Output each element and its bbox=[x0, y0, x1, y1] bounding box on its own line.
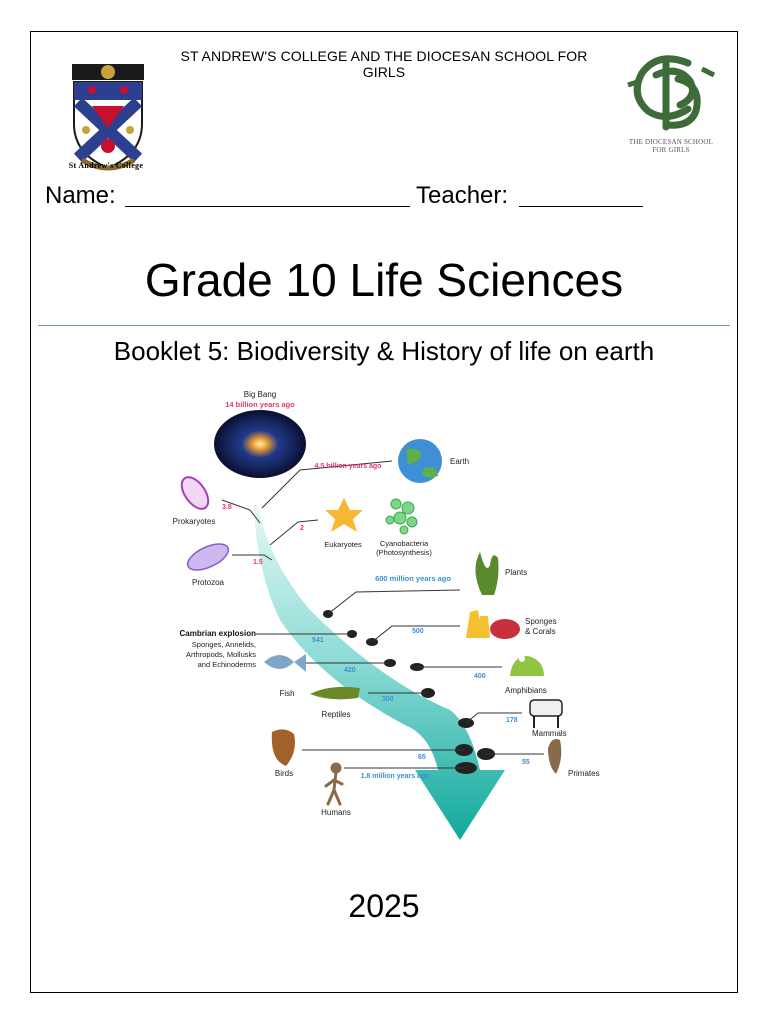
evolution-timeline-illustration bbox=[160, 380, 600, 845]
primates-time: 55 bbox=[522, 759, 530, 766]
protozoa-icon bbox=[184, 539, 232, 576]
fish-time: 420 bbox=[344, 667, 356, 674]
coral-icon bbox=[490, 619, 520, 639]
big-bang-label: Big Bang bbox=[243, 390, 277, 399]
diocesan-caption bbox=[612, 138, 730, 154]
cow-icon bbox=[530, 700, 562, 716]
prokaryotes-label: Prokaryotes bbox=[172, 517, 216, 526]
eukaryotes-label: Eukaryotes bbox=[324, 540, 362, 549]
cyanobacteria-icon bbox=[386, 499, 417, 534]
birds-label: Birds bbox=[274, 769, 294, 778]
prokaryote-icon bbox=[176, 473, 213, 514]
fish-icon bbox=[264, 654, 306, 672]
amphibians-label: Amphibians bbox=[505, 686, 547, 695]
primate-icon bbox=[548, 739, 561, 774]
human-icon bbox=[326, 764, 342, 804]
sponges-icon bbox=[466, 610, 490, 638]
name-teacher-row bbox=[45, 180, 725, 216]
cambrian-line2: Arthropods, Mollusks bbox=[185, 650, 256, 659]
title-divider bbox=[38, 325, 730, 326]
eukaryote-icon bbox=[325, 498, 363, 532]
page-subtitle: Booklet 5: Biodiversity & History of life on earth bbox=[113, 336, 655, 366]
page-title: Grade 10 Life Sciences bbox=[144, 254, 624, 306]
sponges-label-2: & Corals bbox=[525, 627, 556, 636]
humans-label: Humans bbox=[321, 808, 351, 817]
sponges-time: 500 bbox=[412, 628, 424, 635]
reptiles-time: 300 bbox=[382, 696, 394, 703]
birds-time: 65 bbox=[418, 754, 426, 761]
cambrian-line1: Sponges, Annelids, bbox=[191, 640, 256, 649]
reptiles-label: Reptiles bbox=[321, 710, 351, 719]
mammals-time: 178 bbox=[506, 717, 518, 724]
big-bang-icon bbox=[214, 410, 306, 478]
cyanobacteria-label-1: Cyanobacteria bbox=[379, 539, 429, 548]
crocodile-icon bbox=[310, 687, 360, 699]
cambrian-time: 541 bbox=[312, 637, 324, 644]
diocesan-caption-line2: FOR GIRLS bbox=[652, 146, 690, 154]
school-header-line1: ST ANDREW'S COLLEGE AND THE DIOCESAN SCHOOL FOR bbox=[180, 48, 588, 64]
mammals-label: Mammals bbox=[532, 729, 567, 738]
protozoa-label: Protozoa bbox=[191, 578, 225, 587]
fish-label: Fish bbox=[279, 689, 295, 698]
amphibians-time: 400 bbox=[474, 673, 486, 680]
cambrian-title: Cambrian explosion bbox=[179, 629, 256, 638]
plants-time: 600 million years ago bbox=[375, 574, 451, 583]
plants-icon bbox=[475, 552, 498, 595]
st-andrews-caption: St Andrew's College bbox=[68, 161, 144, 170]
earth-label: Earth bbox=[450, 457, 470, 466]
school-header bbox=[150, 48, 618, 80]
teacher-field[interactable] bbox=[519, 206, 643, 207]
cambrian-line3: and Echinoderms bbox=[197, 660, 256, 669]
booklet-year: 2025 bbox=[348, 888, 420, 924]
st-andrews-crest-logo bbox=[52, 62, 164, 177]
name-field[interactable] bbox=[125, 206, 410, 207]
prokaryotes-time: 3.8 bbox=[222, 504, 232, 511]
diocesan-school-logo bbox=[618, 45, 722, 145]
owl-icon bbox=[272, 729, 295, 766]
earth-time: 4.5 billion years ago bbox=[314, 463, 382, 470]
humans-time: 1.8 million years ago bbox=[360, 773, 430, 780]
eukaryotes-time: 2 bbox=[300, 525, 304, 532]
primates-label: Primates bbox=[568, 769, 600, 778]
teacher-label: Teacher: bbox=[416, 182, 509, 209]
plants-label: Plants bbox=[505, 568, 528, 577]
diocesan-caption-line1: THE DIOCESAN SCHOOL bbox=[628, 138, 714, 146]
big-bang-time: 14 billion years ago bbox=[225, 400, 295, 409]
cyanobacteria-label-2: (Photosynthesis) bbox=[376, 548, 432, 557]
sponges-label-1: Sponges bbox=[525, 617, 557, 626]
school-header-line2: GIRLS bbox=[362, 64, 406, 80]
name-label: Name: bbox=[45, 182, 116, 209]
protozoa-time: 1.5 bbox=[253, 559, 263, 566]
frog-icon bbox=[510, 656, 544, 676]
